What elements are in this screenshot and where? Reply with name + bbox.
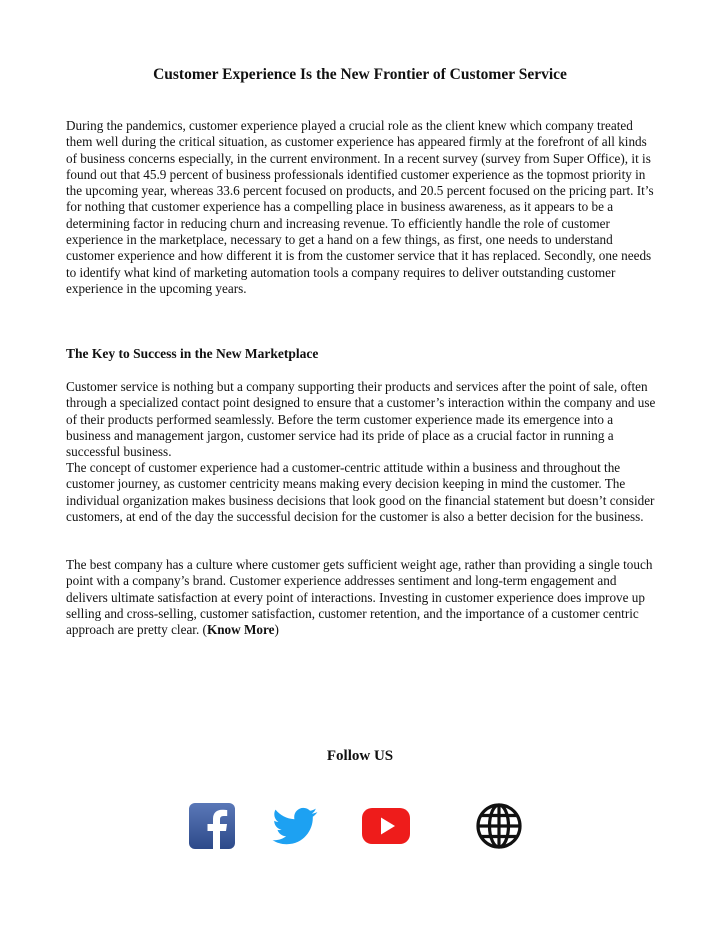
document-title: Customer Experience Is the New Frontier of Customer Service: [153, 66, 567, 83]
know-more-link[interactable]: Know More: [206, 622, 275, 638]
section-paragraph-3-text: The best company has a culture where customer gets sufficient weight age, rather than providing a single touch point with a company’s brand. Customer experience addresses sentiment and long-term engagement and delivers ultimate satisfaction at every point of interactions. Investing in customer experience does improve up selling and cross-selling, customer satisfaction, customer retention, and the importance of a customer centric approach are pretty clear. (: [66, 557, 653, 638]
globe-icon[interactable]: [475, 802, 523, 850]
section-heading: The Key to Success in the New Marketplace: [66, 346, 319, 361]
section-paragraph-3-close: ): [274, 622, 279, 638]
section-paragraph-2: The concept of customer experience had a customer-centric attitude within a business and throughout the customer journey, as customer centricity means making every decision keeping in mind the customer. The individual organization makes business decisions that look good on the financial statement but doesn’t consider customers, at end of the day the successful decision for the customer is also a better decision for the business.: [66, 460, 655, 524]
social-icons: [0, 802, 720, 852]
section-paragraph-3: [66, 557, 658, 638]
facebook-icon[interactable]: [188, 802, 236, 850]
section-paragraph-1: Customer service is nothing but a company supporting their products and services after the point of sale, often through a specialized contact point designed to ensure that a customer’s interaction within the company and use of their products performed seamlessly. Before the term customer experience made its emergence into a business and management jargon, customer service had its pride of place as a crucial factor in running a successful business.: [66, 379, 656, 460]
intro-paragraph: During the pandemics, customer experience played a crucial role as the client knew which company treated them well during the critical situation, as customer experience has appeared firmly at the forefront of all kinds of business concerns especially, in the current environment. In a recent survey (survey from Super Office), it is found out that 45.9 percent of business professionals identified customer experience as the topmost priority in the upcoming year, whereas 33.6 percent focused on products, and 20.5 percent focused on the pricing part. It’s for nothing that customer experience has a compelling place in business awareness, as it appears to be a determining factor in reducing churn and increasing revenue. To efficiently handle the role of customer experience in the marketplace, necessary to get a hand on a few things, as first, one needs to understand customer experience and how different it is from the customer service that it has replaced. Secondly, one needs to identify what kind of marketing automation tools a company requires to deliver outstanding customer experience in the upcoming years.: [66, 118, 654, 296]
twitter-icon[interactable]: [271, 802, 319, 850]
follow-us-heading: Follow US: [326, 748, 394, 764]
youtube-icon[interactable]: [362, 802, 410, 850]
